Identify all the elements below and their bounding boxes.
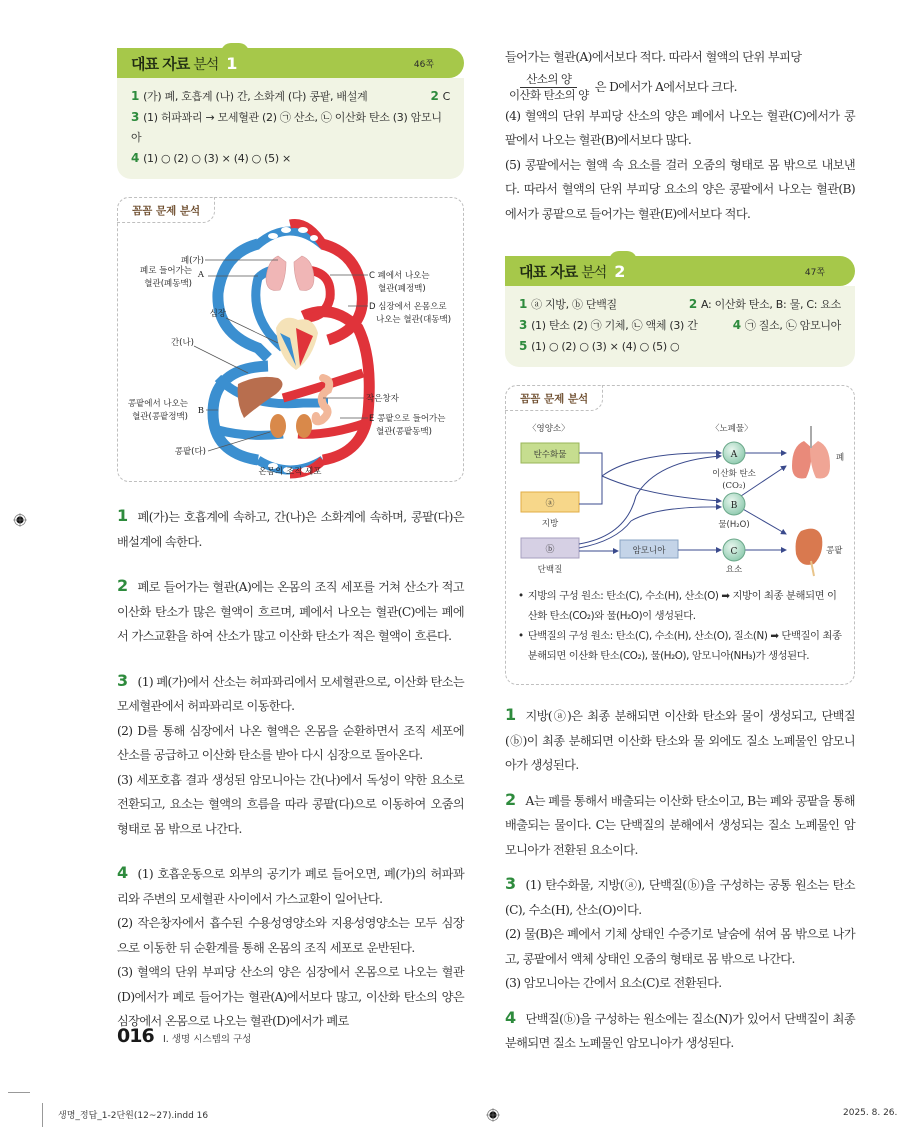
waste-a-label: 이산화 탄소	[712, 469, 756, 479]
label-liver: 간(나)	[170, 338, 194, 348]
header-tab-bump	[221, 43, 249, 53]
title-main: 대표 자료	[519, 262, 578, 281]
answer-number: 4	[732, 318, 741, 332]
fat-symbol: ⓐ	[545, 499, 555, 509]
label-heart: 심장	[209, 309, 226, 319]
explanation-number: 3	[117, 670, 128, 690]
label-lung: 폐(가)	[180, 256, 204, 266]
waste-c-label: 요소	[725, 565, 743, 575]
explanation-text: 폐로 들어가는 혈관(A)에는 온몸의 조직 세포를 거쳐 산소가 적고 이산화 탄소가 많은 혈액이 흐르며, 폐에서 나오는 혈관(C)에는 폐에서 가스교환을 하여 산소가 많고 이산화 탄소가 적은 혈액이 흐른다.	[117, 580, 464, 643]
explanation-text: (3) 암모니아는 간에서 요소(C)로 전환된다.	[505, 976, 722, 990]
protein-symbol: ⓑ	[545, 545, 555, 555]
explanation-number: 1	[505, 705, 516, 724]
nutrient-waste-diagram	[506, 386, 854, 586]
answer-text: ⓐ 지방, ⓑ 단백질	[531, 298, 617, 311]
protein-label: 단백질	[537, 565, 563, 575]
answer-row	[131, 148, 450, 169]
explanation-text: 폐(가)는 호흡계에 속하고, 간(나)은 소화계에 속하며, 콩팥(다)은 배설계에 속한다.	[117, 510, 464, 549]
page-reference: 47쪽	[804, 267, 825, 278]
answer-text: ㉠ 질소, ㉡ 암모니아	[744, 319, 841, 332]
waste-b-letter: B	[730, 501, 738, 511]
kidney-icon	[796, 529, 823, 576]
section1-analysis-box	[117, 197, 464, 482]
answer-row	[519, 336, 841, 357]
ammonia-label: 암모니아	[632, 546, 666, 556]
explanation-number: 4	[117, 863, 128, 882]
explanation-text: A는 폐를 통해서 배출되는 이산화 탄소이고, B는 폐와 콩팥을 통해 배출되는 물이다. C는 단백질의 분해에서 생성되는 질소 노폐물인 암모니아가 전환된 요소이다.	[505, 793, 855, 857]
label-b-letter: B	[197, 406, 204, 416]
section1-explanations	[117, 504, 464, 1034]
explanation-2	[117, 574, 464, 649]
lung-label: 폐	[836, 453, 845, 463]
explanation-text: (3) 혈액의 단위 부피당 산소의 양은 심장에서 온몸으로 나오는 혈관(D)에서가 폐로 들어가는 혈관(A)에서보다 많고, 이산화 탄소의 양은 심장에서 온몸으로 나오는 혈관(D)에서가 폐로	[117, 965, 464, 1028]
fraction-numerator: 산소의 양	[520, 72, 577, 88]
answer-number: 2	[688, 297, 697, 311]
explanation-text: (1) 호흡운동으로 외부의 공기가 폐로 들어오면, 폐(가)의 허파꽈리와 주변의 모세혈관 사이에서 가스교환이 일어난다.	[117, 867, 464, 906]
answer-text: (1) 허파꽈리 → 모세혈관 (2) ㉠ 산소, ㉡ 이산화 탄소 (3) 암모니아	[131, 111, 442, 144]
label-small-intestine: 작은창자	[366, 394, 399, 404]
explanation-text: 들어가는 혈관(A)에서보다 적다. 따라서 혈액의 단위 부피당	[505, 50, 802, 64]
explanation-4	[117, 861, 464, 1034]
explanation-text: 지방(ⓐ)은 최종 분해되면 이산화 탄소와 물이 생성되고, 단백질(ⓑ)이 최종 분해되면 이산화 탄소와 물 외에도 질소 노폐물인 암모니아가 생성된다.	[505, 709, 855, 772]
label-a-line1: 폐로 들어가는	[140, 266, 192, 276]
answer-number: 3	[131, 110, 140, 124]
label-e-line1: E 콩팥으로 들어가는	[369, 414, 446, 424]
answer-number: 4	[131, 151, 140, 165]
continued-explanation	[505, 45, 855, 226]
nutrients-header: 〈영양소〉	[528, 424, 570, 434]
crop-mark	[8, 1092, 30, 1093]
answer-number: 1	[131, 89, 140, 103]
label-a-letter: A	[197, 270, 204, 280]
label-d-line2: 나오는 혈관(대동맥)	[376, 315, 452, 325]
explanation-2	[505, 788, 855, 863]
explanation-number: 2	[505, 789, 516, 809]
section1-header	[117, 48, 464, 78]
answer-text: A: 이산화 탄소, B: 물, C: 요소	[700, 298, 841, 311]
explanation-number: 1	[117, 506, 128, 525]
note-text: 지방의 구성 원소: 탄소(C), 수소(H), 산소(O) ➡ 지방이 최종 분해되면 이산화 탄소(CO₂)와 물(H₂O)이 생성된다.	[527, 590, 837, 622]
circulatory-system-diagram	[118, 198, 463, 481]
title-sub: 분석	[581, 264, 607, 281]
label-c-line2: 혈관(폐정맥)	[378, 284, 426, 294]
explanation-text: (1) 탄수화물, 지방(ⓐ), 단백질(ⓑ)을 구성하는 공통 원소는 탄소(C), 수소(H), 산소(O)이다.	[505, 878, 855, 917]
kidneys-icon	[270, 414, 312, 438]
file-slug: 생명_정답_1-2단원(12~27).indd 16	[58, 1111, 209, 1121]
fat-label: 지방	[541, 519, 559, 529]
explanation-text: (5) 콩팥에서는 혈액 속 요소를 걸러 오줌의 형태로 몸 밖으로 내보낸다. 따라서 혈액의 단위 부피당 요소의 양은 콩팥에서 나오는 혈관(B)에서가 콩팥으로 들어가는 혈관(E)에서보다 적다.	[505, 157, 855, 221]
section2-title	[519, 261, 625, 282]
lung-capillary-bed-icon	[256, 223, 324, 246]
note-text: 단백질의 구성 원소: 탄소(C), 수소(H), 산소(O), 질소(N) ➡ 단백질이 최종 분해되면 이산화 탄소(CO₂), 물(H₂O), 암모니아(NH₃)가 생성된다.	[527, 630, 842, 662]
analysis-label: 꼼꼼 문제 분석	[117, 197, 215, 223]
explanation-text: (1) 폐(가)에서 산소는 허파꽈리에서 모세혈관으로, 이산화 탄소는 모세혈관에서 허파꽈리로 이동한다.	[117, 674, 464, 713]
section2-answer-box	[505, 286, 855, 367]
answer-number: 1	[519, 297, 528, 311]
lungs-icon	[266, 256, 314, 291]
explanation-text: (3) 세포호흡 결과 생성된 암모니아는 간(나)에서 독성이 약한 요소로 전환되고, 요소는 혈액의 흐름을 따라 콩팥(다)으로 이동하여 오줌의 형태로 몸 밖으로 나간다.	[117, 772, 464, 836]
registration-mark-icon	[13, 513, 27, 527]
answer-row	[131, 86, 450, 107]
answer-text: C	[442, 90, 450, 103]
explanation-text: (2) 물(B)은 폐에서 기체 상태인 수증기로 날숨에 섞여 몸 밖으로 나가고, 콩팥에서 액체 상태인 오줌의 형태로 몸 밖으로 나간다.	[505, 927, 855, 966]
lung-icon	[792, 426, 830, 479]
kidney-label: 콩팥	[826, 546, 843, 556]
explanation-text: (2) 작은창자에서 흡수된 수용성영양소와 지용성영양소는 모두 심장으로 이동한 뒤 순환계를 통해 온몸의 조직 세포로 운반된다.	[117, 916, 464, 955]
label-d-line1: D 심장에서 온몸으로	[369, 302, 447, 312]
left-column	[117, 48, 464, 1054]
note-item: • 단백질의 구성 원소: 탄소(C), 수소(H), 산소(O), 질소(N) ➡ 단백질이 최종 분해되면 이산화 탄소(CO₂), 물(H₂O), 암모니아(NH₃)가 생성된다.	[518, 626, 843, 666]
analysis-label: 꼼꼼 문제 분석	[505, 385, 603, 411]
label-e-line2: 혈관(콩팥동맥)	[376, 427, 432, 437]
title-number: 1	[226, 53, 238, 73]
section1-title	[131, 53, 237, 74]
waste-c-letter: C	[730, 547, 738, 557]
explanation-1	[505, 703, 855, 778]
label-tissue-cells: 온몸의 조직 세포	[258, 467, 322, 477]
explanation-text: (4) 혈액의 단위 부피당 산소의 양은 폐에서 나오는 혈관(C)에서가 콩팥에서 나오는 혈관(B)에서보다 많다.	[505, 108, 855, 147]
print-date: 2025. 8. 26.	[843, 1108, 898, 1118]
answer-row	[519, 294, 841, 315]
title-main: 대표 자료	[131, 54, 190, 73]
header-tab-bump	[609, 251, 637, 261]
waste-header: 〈노폐물〉	[711, 424, 753, 434]
answer-row	[519, 315, 841, 336]
heart-icon	[276, 318, 318, 370]
answer-text: (가) 폐, 호흡계 (나) 간, 소화계 (다) 콩팥, 배설계	[143, 90, 368, 103]
explanation-number: 3	[505, 874, 516, 893]
page-number: 016	[117, 1025, 154, 1047]
page-reference: 46쪽	[413, 59, 434, 70]
title-sub: 분석	[193, 56, 219, 73]
explanation-text: 은 D에서가 A에서보다 크다.	[594, 79, 737, 94]
answer-text: (1) 탄소 (2) ㉠ 기체, ㉡ 액체 (3) 간	[531, 319, 698, 332]
right-column	[505, 45, 855, 1056]
answer-number: 3	[519, 318, 528, 332]
fraction	[505, 72, 593, 103]
chapter-title: I. 생명 시스템의 구성	[163, 1034, 252, 1045]
label-c-line1: C 폐에서 나오는	[369, 271, 430, 281]
diagram-notes	[518, 586, 843, 666]
label-a-line2: 혈관(폐동맥)	[144, 279, 192, 289]
waste-a-letter: A	[730, 450, 738, 460]
liver-icon	[238, 377, 283, 418]
carbohydrate-label: 탄수화물	[533, 450, 567, 460]
waste-a-formula: (CO₂)	[722, 481, 746, 491]
label-b-line1: 콩팥에서 나오는	[127, 399, 188, 409]
registration-mark-icon	[486, 1108, 500, 1122]
section2-analysis-box	[505, 385, 855, 685]
explanation-number: 4	[505, 1007, 516, 1027]
answer-number: 5	[519, 339, 528, 353]
explanation-1	[117, 504, 464, 554]
answer-row	[131, 107, 450, 148]
explanation-text: (2) D를 통해 심장에서 나온 혈액은 온몸을 순환하면서 조직 세포에 산소를 공급하고 이산화 탄소를 받아 다시 심장으로 돌아온다.	[117, 723, 464, 762]
answer-text: (1) ○ (2) ○ (3) × (4) ○ (5) ○	[531, 340, 680, 353]
explanation-text: 단백질(ⓑ)을 구성하는 원소에는 질소(N)가 있어서 단백질이 최종 분해되면 질소 노폐물인 암모니아가 생성된다.	[505, 1011, 855, 1050]
slug-divider	[42, 1103, 43, 1127]
waste-b-label: 물(H₂O)	[718, 520, 750, 530]
fraction-denominator: 이산화 탄소의 양	[509, 87, 589, 102]
explanation-4	[505, 1006, 855, 1056]
explanation-3	[505, 872, 855, 996]
label-b-line2: 혈관(콩팥정맥)	[132, 412, 188, 422]
note-item: • 지방의 구성 원소: 탄소(C), 수소(H), 산소(O) ➡ 지방이 최종 분해되면 이산화 탄소(CO₂)와 물(H₂O)이 생성된다.	[518, 586, 843, 626]
section2-header	[505, 256, 855, 286]
explanation-number: 2	[117, 576, 128, 595]
answer-number: 2	[430, 89, 439, 103]
section2-explanations	[505, 703, 855, 1056]
label-kidney: 콩팥(다)	[174, 447, 206, 457]
answer-text: (1) ○ (2) ○ (3) × (4) ○ (5) ×	[143, 152, 291, 165]
section1-answer-box	[117, 78, 464, 179]
explanation-3	[117, 669, 464, 842]
title-number: 2	[614, 261, 626, 281]
